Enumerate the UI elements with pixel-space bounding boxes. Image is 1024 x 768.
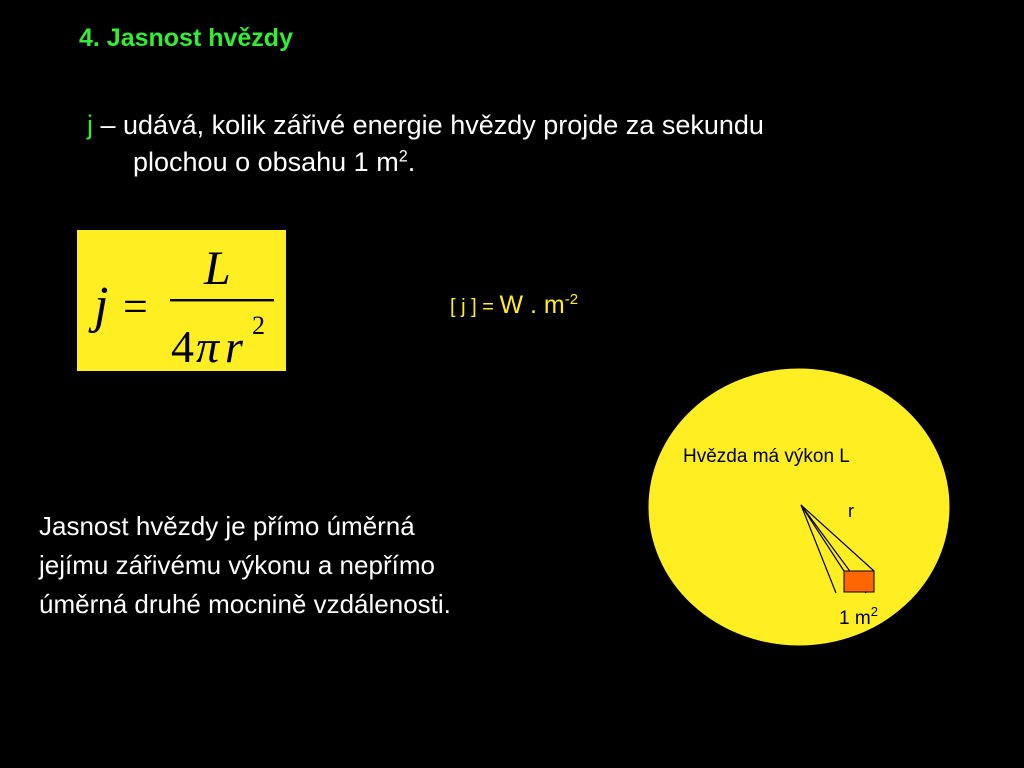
definition-line-2 bbox=[87, 144, 967, 181]
unit-exponent: -2 bbox=[564, 291, 579, 308]
statement-line-2: jejímu zářivému výkonu a nepřímo bbox=[39, 550, 435, 580]
definition-continuation: plochou o obsahu 1 m bbox=[133, 147, 399, 177]
unit-area-square bbox=[844, 571, 874, 592]
definition-symbol: j bbox=[87, 110, 93, 140]
star-diagram bbox=[640, 360, 960, 660]
definition-end: . bbox=[407, 147, 416, 177]
radius-label: r bbox=[848, 501, 854, 521]
unit-value: W . m bbox=[499, 291, 565, 319]
unit-equals: = bbox=[476, 296, 500, 318]
definition-text bbox=[87, 107, 967, 181]
formula-denominator-coeff: 4 bbox=[171, 321, 194, 371]
definition-line-1: – udává, kolik zářivé energie hvězdy projde za sekundu bbox=[93, 110, 764, 140]
statement-line-3: úměrná druhé mocnině vzdálenosti. bbox=[39, 589, 451, 619]
formula-lhs: j bbox=[94, 277, 109, 334]
unit-expression bbox=[450, 291, 578, 320]
formula-equals: = bbox=[123, 282, 148, 331]
unit-left: [ j ] bbox=[450, 296, 477, 318]
formula-denominator-pi: π bbox=[196, 321, 220, 371]
formula-denominator-r: r bbox=[225, 321, 243, 371]
area-label-base: 1 m bbox=[839, 608, 871, 629]
statement-line-1: Jasnost hvězdy je přímo úměrná bbox=[39, 511, 415, 541]
statement-text bbox=[39, 507, 619, 624]
star-circle bbox=[648, 368, 950, 646]
definition-superscript: 2 bbox=[398, 147, 408, 166]
star-label: Hvězda má výkon L bbox=[683, 446, 850, 467]
formula-box bbox=[77, 230, 286, 371]
fraction-bar bbox=[170, 299, 274, 301]
formula-svg bbox=[77, 230, 286, 371]
formula-numerator: L bbox=[204, 242, 231, 295]
area-label-exponent: 2 bbox=[870, 604, 878, 619]
slide-title: 4. Jasnost hvězdy bbox=[79, 24, 293, 52]
formula-denominator-exp: 2 bbox=[252, 311, 265, 340]
